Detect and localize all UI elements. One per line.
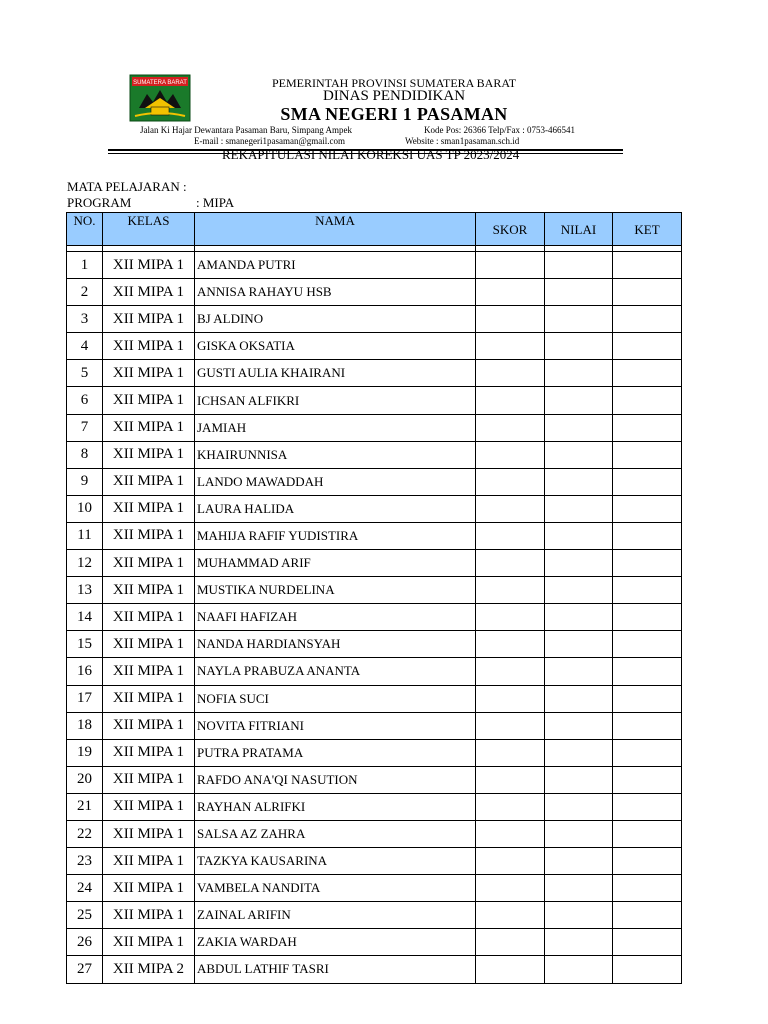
row-nama: TAZKYA KAUSARINA	[195, 848, 476, 875]
row-kelas: XII MIPA 1	[103, 848, 195, 875]
row-skor	[476, 766, 545, 793]
table-row	[67, 550, 682, 577]
logo-text: SUMATERA BARAT	[133, 80, 187, 86]
row-kelas: XII MIPA 1	[103, 387, 195, 414]
row-kelas: XII MIPA 1	[103, 414, 195, 441]
row-nama: LAURA HALIDA	[195, 495, 476, 522]
row-kelas: XII MIPA 1	[103, 333, 195, 360]
header-email: E-mail : smanegeri1pasaman@gmail.com	[194, 136, 345, 146]
row-nilai	[545, 658, 613, 685]
row-kelas: XII MIPA 1	[103, 468, 195, 495]
row-skor	[476, 441, 545, 468]
row-kelas: XII MIPA 1	[103, 902, 195, 929]
program-label: PROGRAM	[67, 195, 132, 210]
row-kelas: XII MIPA 1	[103, 360, 195, 387]
row-nilai	[545, 360, 613, 387]
row-ket	[613, 360, 682, 387]
row-ket	[613, 306, 682, 333]
row-kelas: XII MIPA 1	[103, 441, 195, 468]
row-kelas: XII MIPA 1	[103, 495, 195, 522]
row-skor	[476, 631, 545, 658]
row-skor	[476, 495, 545, 522]
row-kelas: XII MIPA 1	[103, 929, 195, 956]
row-nama: RAYHAN ALRIFKI	[195, 793, 476, 820]
row-nilai	[545, 875, 613, 902]
row-skor	[476, 685, 545, 712]
row-skor	[476, 712, 545, 739]
row-no: 27	[67, 956, 103, 983]
row-nilai	[545, 468, 613, 495]
row-kelas: XII MIPA 1	[103, 658, 195, 685]
col-header-kelas: KELAS	[103, 213, 195, 246]
row-nilai	[545, 577, 613, 604]
col-header-skor: SKOR	[476, 213, 545, 246]
row-kelas: XII MIPA 1	[103, 712, 195, 739]
header-website: Website : sman1pasaman.sch.id	[405, 136, 520, 146]
row-no: 17	[67, 685, 103, 712]
row-nama: AMANDA PUTRI	[195, 252, 476, 279]
row-no: 19	[67, 739, 103, 766]
row-ket	[613, 875, 682, 902]
row-no: 1	[67, 252, 103, 279]
grades-table	[66, 212, 682, 984]
row-kelas: XII MIPA 1	[103, 577, 195, 604]
row-skor	[476, 929, 545, 956]
row-nama: MUHAMMAD ARIF	[195, 550, 476, 577]
table-row	[67, 848, 682, 875]
table-row	[67, 252, 682, 279]
row-kelas: XII MIPA 1	[103, 522, 195, 549]
row-no: 6	[67, 387, 103, 414]
row-ket	[613, 279, 682, 306]
row-nama: ABDUL LATHIF TASRI	[195, 956, 476, 983]
table-row	[67, 820, 682, 847]
row-no: 18	[67, 712, 103, 739]
row-no: 12	[67, 550, 103, 577]
table-row	[67, 577, 682, 604]
row-no: 10	[67, 495, 103, 522]
row-nilai	[545, 685, 613, 712]
row-nilai	[545, 793, 613, 820]
row-skor	[476, 414, 545, 441]
row-skor	[476, 902, 545, 929]
row-ket	[613, 468, 682, 495]
row-nilai	[545, 333, 613, 360]
row-no: 21	[67, 793, 103, 820]
row-no: 8	[67, 441, 103, 468]
row-no: 7	[67, 414, 103, 441]
row-nilai	[545, 387, 613, 414]
row-nama: KHAIRUNNISA	[195, 441, 476, 468]
row-skor	[476, 577, 545, 604]
table-row	[67, 631, 682, 658]
table-row	[67, 658, 682, 685]
row-nama: ICHSAN ALFIKRI	[195, 387, 476, 414]
table-row	[67, 902, 682, 929]
row-nilai	[545, 441, 613, 468]
row-skor	[476, 279, 545, 306]
table-row	[67, 414, 682, 441]
header-postal: Kode Pos: 26366 Telp/Fax : 0753-466541	[424, 125, 575, 135]
row-skor	[476, 604, 545, 631]
table-row	[67, 929, 682, 956]
row-kelas: XII MIPA 1	[103, 604, 195, 631]
document-title: REKAPITULASI NILAI KOREKSI UAS TP 2023/2024	[222, 147, 520, 162]
subject-label: MATA PELAJARAN :	[67, 179, 187, 194]
header-agency: DINAS PENDIDIKAN	[322, 88, 466, 104]
row-kelas: XII MIPA 1	[103, 685, 195, 712]
row-ket	[613, 956, 682, 983]
row-no: 13	[67, 577, 103, 604]
row-ket	[613, 929, 682, 956]
row-nama: LANDO MAWADDAH	[195, 468, 476, 495]
table-row	[67, 441, 682, 468]
row-nama: NAAFI HAFIZAH	[195, 604, 476, 631]
row-nama: NOFIA SUCI	[195, 685, 476, 712]
table-row	[67, 468, 682, 495]
row-nilai	[545, 929, 613, 956]
row-skor	[476, 739, 545, 766]
row-kelas: XII MIPA 1	[103, 631, 195, 658]
row-no: 3	[67, 306, 103, 333]
row-nilai	[545, 306, 613, 333]
header-school-name: SMA NEGERI 1 PASAMAN	[280, 104, 508, 124]
table-row	[67, 522, 682, 549]
row-skor	[476, 658, 545, 685]
col-header-ket: KET	[613, 213, 682, 246]
row-nama: ZAINAL ARIFIN	[195, 902, 476, 929]
row-nilai	[545, 252, 613, 279]
row-nilai	[545, 766, 613, 793]
row-nama: NOVITA FITRIANI	[195, 712, 476, 739]
table-row	[67, 333, 682, 360]
row-ket	[613, 414, 682, 441]
table-row	[67, 360, 682, 387]
row-nilai	[545, 604, 613, 631]
row-ket	[613, 685, 682, 712]
row-skor	[476, 820, 545, 847]
header-province: PEMERINTAH PROVINSI SUMATERA BARAT	[271, 76, 517, 90]
row-nama: SALSA AZ ZAHRA	[195, 820, 476, 847]
table-row	[67, 793, 682, 820]
table-row	[67, 685, 682, 712]
row-nama: ZAKIA WARDAH	[195, 929, 476, 956]
row-ket	[613, 577, 682, 604]
row-nama: GISKA OKSATIA	[195, 333, 476, 360]
row-ket	[613, 522, 682, 549]
row-nama: PUTRA PRATAMA	[195, 739, 476, 766]
row-skor	[476, 333, 545, 360]
header-address: Jalan Ki Hajar Dewantara Pasaman Baru, Simpang Ampek	[140, 125, 352, 135]
row-no: 14	[67, 604, 103, 631]
row-kelas: XII MIPA 1	[103, 793, 195, 820]
row-ket	[613, 712, 682, 739]
row-kelas: XII MIPA 1	[103, 306, 195, 333]
col-header-no: NO.	[67, 213, 103, 246]
table-row	[67, 306, 682, 333]
col-header-nama: NAMA	[195, 213, 476, 246]
row-nilai	[545, 820, 613, 847]
row-kelas: XII MIPA 1	[103, 739, 195, 766]
row-skor	[476, 387, 545, 414]
row-nama: BJ ALDINO	[195, 306, 476, 333]
row-ket	[613, 766, 682, 793]
row-skor	[476, 848, 545, 875]
row-nama: JAMIAH	[195, 414, 476, 441]
row-skor	[476, 522, 545, 549]
row-skor	[476, 360, 545, 387]
row-no: 11	[67, 522, 103, 549]
row-ket	[613, 739, 682, 766]
row-no: 5	[67, 360, 103, 387]
row-nilai	[545, 902, 613, 929]
table-row	[67, 387, 682, 414]
row-no: 23	[67, 848, 103, 875]
program-value: : MIPA	[196, 195, 235, 210]
table-row	[67, 279, 682, 306]
row-nilai	[545, 712, 613, 739]
row-nama: MUSTIKA NURDELINA	[195, 577, 476, 604]
row-kelas: XII MIPA 1	[103, 279, 195, 306]
row-nilai	[545, 495, 613, 522]
row-ket	[613, 848, 682, 875]
table-header-row	[67, 213, 682, 246]
row-ket	[613, 252, 682, 279]
row-nama: ANNISA RAHAYU HSB	[195, 279, 476, 306]
row-no: 22	[67, 820, 103, 847]
row-skor	[476, 956, 545, 983]
row-skor	[476, 875, 545, 902]
row-ket	[613, 902, 682, 929]
row-nama: RAFDO ANA'QI NASUTION	[195, 766, 476, 793]
row-kelas: XII MIPA 1	[103, 766, 195, 793]
row-kelas: XII MIPA 1	[103, 550, 195, 577]
row-kelas: XII MIPA 2	[103, 956, 195, 983]
row-no: 4	[67, 333, 103, 360]
row-skor	[476, 252, 545, 279]
row-no: 20	[67, 766, 103, 793]
table-row	[67, 712, 682, 739]
row-no: 2	[67, 279, 103, 306]
row-ket	[613, 387, 682, 414]
row-kelas: XII MIPA 1	[103, 820, 195, 847]
row-no: 26	[67, 929, 103, 956]
row-ket	[613, 333, 682, 360]
row-no: 24	[67, 875, 103, 902]
row-skor	[476, 306, 545, 333]
row-nilai	[545, 550, 613, 577]
table-row	[67, 766, 682, 793]
table-row	[67, 495, 682, 522]
row-no: 9	[67, 468, 103, 495]
row-nama: NAYLA PRABUZA ANANTA	[195, 658, 476, 685]
row-ket	[613, 550, 682, 577]
row-nilai	[545, 631, 613, 658]
row-nilai	[545, 956, 613, 983]
row-nama: NANDA HARDIANSYAH	[195, 631, 476, 658]
row-nilai	[545, 414, 613, 441]
row-ket	[613, 658, 682, 685]
row-nama: GUSTI AULIA KHAIRANI	[195, 360, 476, 387]
row-no: 16	[67, 658, 103, 685]
table-row	[67, 875, 682, 902]
row-no: 15	[67, 631, 103, 658]
row-ket	[613, 793, 682, 820]
row-ket	[613, 604, 682, 631]
row-nama: MAHIJA RAFIF YUDISTIRA	[195, 522, 476, 549]
row-ket	[613, 495, 682, 522]
row-nilai	[545, 279, 613, 306]
table-row	[67, 604, 682, 631]
row-skor	[476, 550, 545, 577]
row-nilai	[545, 848, 613, 875]
row-kelas: XII MIPA 1	[103, 875, 195, 902]
row-no: 25	[67, 902, 103, 929]
row-nama: VAMBELA NANDITA	[195, 875, 476, 902]
row-ket	[613, 441, 682, 468]
row-skor	[476, 793, 545, 820]
row-skor	[476, 468, 545, 495]
row-nilai	[545, 739, 613, 766]
row-ket	[613, 631, 682, 658]
row-nilai	[545, 522, 613, 549]
row-ket	[613, 820, 682, 847]
table-row	[67, 956, 682, 983]
row-kelas: XII MIPA 1	[103, 252, 195, 279]
table-row	[67, 739, 682, 766]
col-header-nilai: NILAI	[545, 213, 613, 246]
